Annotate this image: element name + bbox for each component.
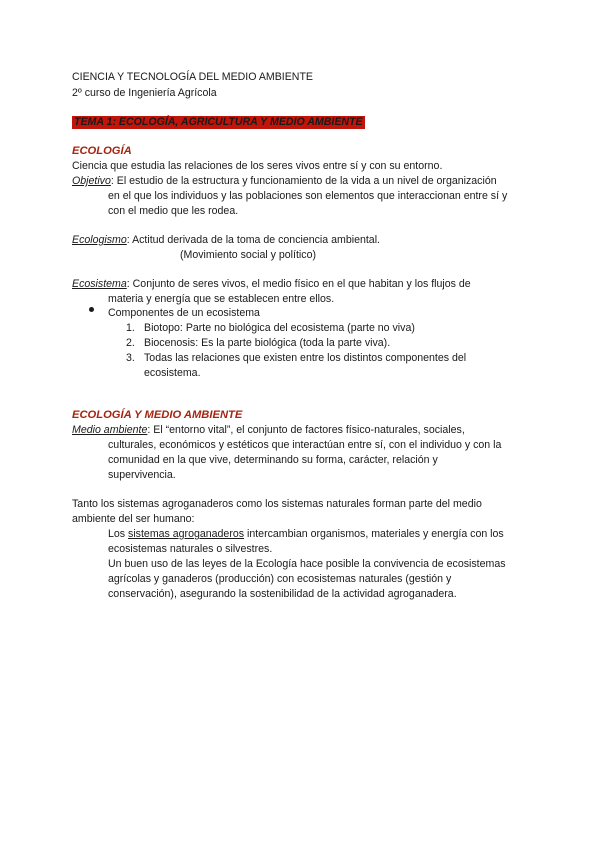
objetivo-paragraph bbox=[72, 174, 497, 189]
component-item-continuation: ecosistema. bbox=[144, 367, 201, 379]
ecosistema-line1: : Conjunto de seres vivos, el medio físico en el que habitan y los flujos de bbox=[126, 278, 471, 290]
para1-line2: ambiente del ser humano: bbox=[72, 513, 195, 525]
ecologismo-line2: (Movimiento social y político) bbox=[180, 249, 316, 261]
component-item: Biotopo: Parte no biológica del ecosistema (parte no viva) bbox=[144, 322, 415, 334]
sistemas-agroganaderos-term: sistemas agroganaderos bbox=[128, 528, 245, 540]
component-number: 1. bbox=[126, 322, 135, 334]
medio-line1: : El “entorno vital”, el conjunto de factores físico-naturales, sociales, bbox=[147, 424, 465, 436]
medio-paragraph bbox=[72, 423, 465, 438]
objetivo-line1: : El estudio de la estructura y funcionamiento de la vida a un nivel de organización bbox=[110, 175, 497, 187]
ecosistema-paragraph bbox=[72, 277, 471, 292]
para2-line1 bbox=[108, 527, 504, 542]
section-title-medio: ECOLOGÍA Y MEDIO AMBIENTE bbox=[72, 409, 243, 421]
bullet-text: Componentes de un ecosistema bbox=[108, 307, 260, 319]
objetivo-line3: con el medio que les rodea. bbox=[108, 205, 239, 217]
los-text: Los bbox=[108, 528, 129, 540]
ecologismo-paragraph bbox=[72, 233, 380, 248]
medio-line2: culturales, económicos y estéticos que interactúan entre sí, con el individuo y con la bbox=[108, 439, 502, 451]
para2-line2: ecosistemas naturales o silvestres. bbox=[108, 543, 273, 555]
bullet-dot bbox=[89, 307, 94, 312]
ecosistema-line2: materia y energía que se establecen entre ellos. bbox=[108, 293, 335, 305]
component-item: Biocenosis: Es la parte biológica (toda la parte viva). bbox=[144, 337, 391, 349]
tema-heading: TEMA 1: ECOLOGÍA, AGRICULTURA Y MEDIO AMBIENTE bbox=[74, 116, 363, 128]
ecologismo-line1: : Actitud derivada de la toma de conciencia ambiental. bbox=[126, 234, 380, 246]
component-number: 2. bbox=[126, 337, 135, 349]
para3-line1: Un buen uso de las leyes de la Ecología hace posible la convivencia de ecosistemas bbox=[108, 558, 506, 570]
course-year: 2º curso de Ingeniería Agrícola bbox=[72, 87, 217, 99]
medio-line3: comunidad en la que vive, determinando su forma, carácter, relación y bbox=[108, 454, 438, 466]
para3-line2: agrícolas y ganaderos (producción) con ecosistemas naturales (gestión y bbox=[108, 573, 452, 585]
para1-line1: Tanto los sistemas agroganaderos como los sistemas naturales forman parte del medio bbox=[72, 498, 482, 510]
objetivo-line2: en el que los individuos y las poblaciones son elementos que interaccionan entre sí y bbox=[108, 190, 508, 202]
ecologismo-label: Ecologismo bbox=[72, 234, 127, 246]
course-title: CIENCIA Y TECNOLOGÍA DEL MEDIO AMBIENTE bbox=[72, 71, 313, 83]
ecosistema-label: Ecosistema bbox=[72, 278, 127, 290]
para2-line1-rest: intercambian organismos, materiales y energía con los bbox=[244, 528, 504, 540]
component-item: Todas las relaciones que existen entre los distintos componentes del bbox=[144, 352, 467, 364]
medio-label: Medio ambiente bbox=[72, 424, 148, 436]
objetivo-label: Objetivo bbox=[72, 175, 111, 187]
component-number: 3. bbox=[126, 352, 135, 364]
ecologia-definition: Ciencia que estudia las relaciones de los seres vivos entre sí y con su entorno. bbox=[72, 160, 443, 172]
medio-line4: supervivencia. bbox=[108, 469, 176, 481]
section-title-ecologia: ECOLOGÍA bbox=[72, 145, 132, 157]
para3-line3: conservación), asegurando la sostenibilidad de la actividad agroganadera. bbox=[108, 588, 457, 600]
